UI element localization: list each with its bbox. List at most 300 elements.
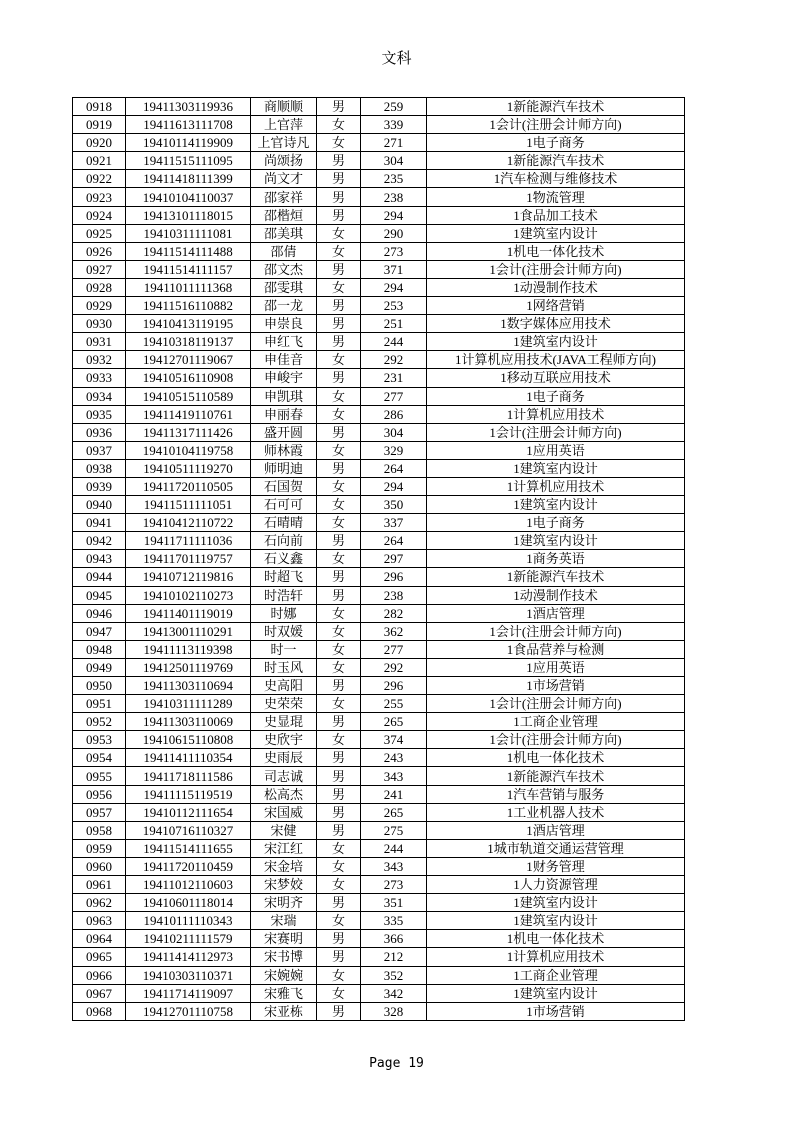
seq-cell: 0967: [73, 984, 126, 1002]
name-cell: 时双媛: [251, 622, 317, 640]
table-row: [73, 351, 685, 369]
name-cell: 邵家祥: [251, 188, 317, 206]
table-row: [73, 803, 685, 821]
gender-cell: 女: [317, 387, 361, 405]
exam-id-cell: 19411711111036: [126, 532, 251, 550]
name-cell: 尚文才: [251, 170, 317, 188]
gender-cell: 男: [317, 894, 361, 912]
table-row: [73, 568, 685, 586]
name-cell: 史荣荣: [251, 695, 317, 713]
table-row: [73, 695, 685, 713]
name-cell: 时一: [251, 640, 317, 658]
major-cell: 1新能源汽车技术: [427, 767, 685, 785]
name-cell: 宋书博: [251, 948, 317, 966]
gender-cell: 男: [317, 767, 361, 785]
table-row: [73, 116, 685, 134]
major-cell: 1电子商务: [427, 514, 685, 532]
seq-cell: 0923: [73, 188, 126, 206]
major-cell: 1电子商务: [427, 387, 685, 405]
exam-id-cell: 19411720110505: [126, 477, 251, 495]
table-row: [73, 622, 685, 640]
gender-cell: 女: [317, 116, 361, 134]
table-row: [73, 532, 685, 550]
score-cell: 328: [361, 1002, 427, 1020]
exam-id-cell: 19410112111654: [126, 803, 251, 821]
score-cell: 304: [361, 152, 427, 170]
name-cell: 邵美琪: [251, 224, 317, 242]
major-cell: 1建筑室内设计: [427, 224, 685, 242]
table-row: [73, 98, 685, 116]
major-cell: 1建筑室内设计: [427, 912, 685, 930]
name-cell: 邵倩: [251, 242, 317, 260]
score-cell: 253: [361, 297, 427, 315]
major-cell: 1商务英语: [427, 550, 685, 568]
exam-id-cell: 19410114119909: [126, 134, 251, 152]
table-row: [73, 315, 685, 333]
name-cell: 上官萍: [251, 116, 317, 134]
table-row: [73, 984, 685, 1002]
major-cell: 1会计(注册会计师方向): [427, 622, 685, 640]
name-cell: 司志诚: [251, 767, 317, 785]
score-cell: 304: [361, 423, 427, 441]
exam-id-cell: 19411514111655: [126, 839, 251, 857]
score-cell: 366: [361, 930, 427, 948]
gender-cell: 男: [317, 1002, 361, 1020]
gender-cell: 男: [317, 98, 361, 116]
gender-cell: 男: [317, 297, 361, 315]
table-row: [73, 496, 685, 514]
score-cell: 362: [361, 622, 427, 640]
score-cell: 275: [361, 821, 427, 839]
score-cell: 337: [361, 514, 427, 532]
exam-id-cell: 19412501119769: [126, 658, 251, 676]
seq-cell: 0956: [73, 785, 126, 803]
score-cell: 335: [361, 912, 427, 930]
table-row: [73, 459, 685, 477]
table-row: [73, 333, 685, 351]
name-cell: 申峻宇: [251, 369, 317, 387]
exam-id-cell: 19410615110808: [126, 731, 251, 749]
name-cell: 师明迪: [251, 459, 317, 477]
table-row: [73, 821, 685, 839]
major-cell: 1市场营销: [427, 1002, 685, 1020]
seq-cell: 0936: [73, 423, 126, 441]
exam-id-cell: 19410303110371: [126, 966, 251, 984]
seq-cell: 0929: [73, 297, 126, 315]
seq-cell: 0958: [73, 821, 126, 839]
table-row: [73, 912, 685, 930]
name-cell: 时超飞: [251, 568, 317, 586]
score-cell: 238: [361, 188, 427, 206]
seq-cell: 0959: [73, 839, 126, 857]
seq-cell: 0935: [73, 405, 126, 423]
score-cell: 282: [361, 604, 427, 622]
major-cell: 1工商企业管理: [427, 713, 685, 731]
seq-cell: 0951: [73, 695, 126, 713]
score-cell: 251: [361, 315, 427, 333]
score-cell: 235: [361, 170, 427, 188]
seq-cell: 0920: [73, 134, 126, 152]
gender-cell: 女: [317, 278, 361, 296]
name-cell: 宋国威: [251, 803, 317, 821]
seq-cell: 0957: [73, 803, 126, 821]
major-cell: 1市场营销: [427, 677, 685, 695]
gender-cell: 女: [317, 441, 361, 459]
score-cell: 277: [361, 640, 427, 658]
exam-id-cell: 19410601118014: [126, 894, 251, 912]
exam-id-cell: 19410515110589: [126, 387, 251, 405]
gender-cell: 女: [317, 224, 361, 242]
name-cell: 时娜: [251, 604, 317, 622]
exam-id-cell: 19411720110459: [126, 857, 251, 875]
table-row: [73, 477, 685, 495]
gender-cell: 男: [317, 749, 361, 767]
score-cell: 343: [361, 857, 427, 875]
gender-cell: 女: [317, 351, 361, 369]
gender-cell: 女: [317, 405, 361, 423]
major-cell: 1机电一体化技术: [427, 242, 685, 260]
student-table: [72, 97, 685, 1021]
score-cell: 296: [361, 677, 427, 695]
major-cell: 1食品营养与检测: [427, 640, 685, 658]
seq-cell: 0968: [73, 1002, 126, 1020]
major-cell: 1机电一体化技术: [427, 930, 685, 948]
name-cell: 宋瑞: [251, 912, 317, 930]
seq-cell: 0948: [73, 640, 126, 658]
score-cell: 277: [361, 387, 427, 405]
seq-cell: 0960: [73, 857, 126, 875]
seq-cell: 0963: [73, 912, 126, 930]
name-cell: 宋金培: [251, 857, 317, 875]
page-number: Page 19: [369, 1056, 424, 1071]
gender-cell: 男: [317, 170, 361, 188]
seq-cell: 0918: [73, 98, 126, 116]
seq-cell: 0925: [73, 224, 126, 242]
seq-cell: 0955: [73, 767, 126, 785]
seq-cell: 0931: [73, 333, 126, 351]
major-cell: 1计算机应用技术: [427, 405, 685, 423]
exam-id-cell: 19410413119195: [126, 315, 251, 333]
gender-cell: 男: [317, 586, 361, 604]
gender-cell: 男: [317, 821, 361, 839]
major-cell: 1城市轨道交通运营管理: [427, 839, 685, 857]
gender-cell: 女: [317, 839, 361, 857]
score-cell: 265: [361, 803, 427, 821]
exam-id-cell: 19411303110694: [126, 677, 251, 695]
score-cell: 351: [361, 894, 427, 912]
major-cell: 1计算机应用技术: [427, 477, 685, 495]
score-cell: 350: [361, 496, 427, 514]
table-row: [73, 966, 685, 984]
table-row: [73, 260, 685, 278]
major-cell: 1会计(注册会计师方向): [427, 695, 685, 713]
exam-id-cell: 19411303110069: [126, 713, 251, 731]
seq-cell: 0943: [73, 550, 126, 568]
name-cell: 宋婉婉: [251, 966, 317, 984]
gender-cell: 男: [317, 568, 361, 586]
gender-cell: 男: [317, 803, 361, 821]
score-cell: 231: [361, 369, 427, 387]
table-row: [73, 134, 685, 152]
name-cell: 石晴晴: [251, 514, 317, 532]
gender-cell: 男: [317, 423, 361, 441]
exam-id-cell: 19410516110908: [126, 369, 251, 387]
exam-id-cell: 19413001110291: [126, 622, 251, 640]
gender-cell: 男: [317, 188, 361, 206]
exam-id-cell: 19411418111399: [126, 170, 251, 188]
table-row: [73, 857, 685, 875]
exam-id-cell: 19410104119758: [126, 441, 251, 459]
name-cell: 宋健: [251, 821, 317, 839]
exam-id-cell: 19411317111426: [126, 423, 251, 441]
gender-cell: 女: [317, 550, 361, 568]
score-cell: 286: [361, 405, 427, 423]
seq-cell: 0949: [73, 658, 126, 676]
major-cell: 1物流管理: [427, 188, 685, 206]
table-row: [73, 894, 685, 912]
score-cell: 271: [361, 134, 427, 152]
seq-cell: 0945: [73, 586, 126, 604]
name-cell: 史高阳: [251, 677, 317, 695]
score-cell: 374: [361, 731, 427, 749]
major-cell: 1电子商务: [427, 134, 685, 152]
gender-cell: 女: [317, 876, 361, 894]
table-row: [73, 278, 685, 296]
name-cell: 史欣宇: [251, 731, 317, 749]
exam-id-cell: 19410104110037: [126, 188, 251, 206]
exam-id-cell: 19410511119270: [126, 459, 251, 477]
exam-id-cell: 19411714119097: [126, 984, 251, 1002]
table-row: [73, 188, 685, 206]
score-cell: 297: [361, 550, 427, 568]
exam-id-cell: 19411613111708: [126, 116, 251, 134]
major-cell: 1计算机应用技术: [427, 948, 685, 966]
table-body: [73, 98, 685, 1021]
gender-cell: 男: [317, 369, 361, 387]
major-cell: 1机电一体化技术: [427, 749, 685, 767]
table-row: [73, 785, 685, 803]
major-cell: 1建筑室内设计: [427, 894, 685, 912]
table-row: [73, 930, 685, 948]
seq-cell: 0942: [73, 532, 126, 550]
page-title: 文科: [381, 49, 412, 67]
score-cell: 292: [361, 658, 427, 676]
major-cell: 1会计(注册会计师方向): [427, 423, 685, 441]
table-row: [73, 876, 685, 894]
major-cell: 1建筑室内设计: [427, 333, 685, 351]
gender-cell: 女: [317, 496, 361, 514]
table-row: [73, 405, 685, 423]
gender-cell: 女: [317, 984, 361, 1002]
gender-cell: 女: [317, 731, 361, 749]
gender-cell: 男: [317, 206, 361, 224]
score-cell: 294: [361, 206, 427, 224]
seq-cell: 0928: [73, 278, 126, 296]
seq-cell: 0941: [73, 514, 126, 532]
major-cell: 1移动互联应用技术: [427, 369, 685, 387]
gender-cell: 女: [317, 912, 361, 930]
exam-id-cell: 19410102110273: [126, 586, 251, 604]
exam-id-cell: 19413101118015: [126, 206, 251, 224]
table-row: [73, 1002, 685, 1020]
gender-cell: 男: [317, 333, 361, 351]
name-cell: 宋江红: [251, 839, 317, 857]
major-cell: 1网络营销: [427, 297, 685, 315]
seq-cell: 0953: [73, 731, 126, 749]
exam-id-cell: 19411701119757: [126, 550, 251, 568]
exam-id-cell: 19410712119816: [126, 568, 251, 586]
table-row: [73, 297, 685, 315]
name-cell: 时浩轩: [251, 586, 317, 604]
exam-id-cell: 19411411110354: [126, 749, 251, 767]
major-cell: 1新能源汽车技术: [427, 152, 685, 170]
score-cell: 290: [361, 224, 427, 242]
name-cell: 史显琨: [251, 713, 317, 731]
score-cell: 238: [361, 586, 427, 604]
major-cell: 1建筑室内设计: [427, 459, 685, 477]
major-cell: 1新能源汽车技术: [427, 568, 685, 586]
name-cell: 申崇良: [251, 315, 317, 333]
seq-cell: 0922: [73, 170, 126, 188]
score-cell: 243: [361, 749, 427, 767]
gender-cell: 男: [317, 948, 361, 966]
gender-cell: 男: [317, 930, 361, 948]
name-cell: 师林霞: [251, 441, 317, 459]
exam-id-cell: 19411115119519: [126, 785, 251, 803]
gender-cell: 男: [317, 315, 361, 333]
score-cell: 264: [361, 459, 427, 477]
exam-id-cell: 19411516110882: [126, 297, 251, 315]
score-cell: 296: [361, 568, 427, 586]
table-row: [73, 948, 685, 966]
exam-id-cell: 19410311111081: [126, 224, 251, 242]
gender-cell: 女: [317, 134, 361, 152]
name-cell: 石义鑫: [251, 550, 317, 568]
gender-cell: 女: [317, 695, 361, 713]
major-cell: 1酒店管理: [427, 821, 685, 839]
table-row: [73, 586, 685, 604]
gender-cell: 男: [317, 152, 361, 170]
seq-cell: 0930: [73, 315, 126, 333]
exam-id-cell: 19411401119019: [126, 604, 251, 622]
score-cell: 265: [361, 713, 427, 731]
score-cell: 273: [361, 242, 427, 260]
major-cell: 1计算机应用技术(JAVA工程师方向): [427, 351, 685, 369]
exam-id-cell: 19411414112973: [126, 948, 251, 966]
major-cell: 1建筑室内设计: [427, 496, 685, 514]
exam-id-cell: 19411113119398: [126, 640, 251, 658]
exam-id-cell: 19412701119067: [126, 351, 251, 369]
name-cell: 宋亚栋: [251, 1002, 317, 1020]
gender-cell: 女: [317, 966, 361, 984]
score-cell: 212: [361, 948, 427, 966]
seq-cell: 0961: [73, 876, 126, 894]
major-cell: 1建筑室内设计: [427, 532, 685, 550]
seq-cell: 0934: [73, 387, 126, 405]
exam-id-cell: 19410318119137: [126, 333, 251, 351]
gender-cell: 男: [317, 785, 361, 803]
major-cell: 1应用英语: [427, 658, 685, 676]
score-cell: 292: [361, 351, 427, 369]
major-cell: 1工业机器人技术: [427, 803, 685, 821]
gender-cell: 女: [317, 477, 361, 495]
major-cell: 1会计(注册会计师方向): [427, 260, 685, 278]
table-row: [73, 242, 685, 260]
score-cell: 273: [361, 876, 427, 894]
name-cell: 商顺顺: [251, 98, 317, 116]
name-cell: 申凯琪: [251, 387, 317, 405]
gender-cell: 女: [317, 640, 361, 658]
name-cell: 宋明齐: [251, 894, 317, 912]
gender-cell: 男: [317, 459, 361, 477]
table-row: [73, 767, 685, 785]
name-cell: 上官诗凡: [251, 134, 317, 152]
exam-id-cell: 19411419110761: [126, 405, 251, 423]
major-cell: 1应用英语: [427, 441, 685, 459]
major-cell: 1财务管理: [427, 857, 685, 875]
table-row: [73, 206, 685, 224]
score-cell: 255: [361, 695, 427, 713]
table-row: [73, 749, 685, 767]
exam-id-cell: 19412701110758: [126, 1002, 251, 1020]
seq-cell: 0933: [73, 369, 126, 387]
seq-cell: 0919: [73, 116, 126, 134]
gender-cell: 男: [317, 677, 361, 695]
score-cell: 259: [361, 98, 427, 116]
table-row: [73, 387, 685, 405]
score-cell: 342: [361, 984, 427, 1002]
table-row: [73, 677, 685, 695]
exam-id-cell: 19411514111488: [126, 242, 251, 260]
exam-id-cell: 19411514111157: [126, 260, 251, 278]
gender-cell: 女: [317, 514, 361, 532]
seq-cell: 0927: [73, 260, 126, 278]
gender-cell: 女: [317, 658, 361, 676]
exam-id-cell: 19411515111095: [126, 152, 251, 170]
gender-cell: 女: [317, 604, 361, 622]
score-cell: 343: [361, 767, 427, 785]
table-row: [73, 369, 685, 387]
seq-cell: 0950: [73, 677, 126, 695]
score-cell: 352: [361, 966, 427, 984]
gender-cell: 男: [317, 260, 361, 278]
name-cell: 申丽春: [251, 405, 317, 423]
exam-id-cell: 19410412110722: [126, 514, 251, 532]
exam-id-cell: 19410111110343: [126, 912, 251, 930]
table-row: [73, 640, 685, 658]
major-cell: 1人力资源管理: [427, 876, 685, 894]
name-cell: 宋雅飞: [251, 984, 317, 1002]
gender-cell: 女: [317, 857, 361, 875]
table-row: [73, 423, 685, 441]
seq-cell: 0926: [73, 242, 126, 260]
name-cell: 邵雯琪: [251, 278, 317, 296]
name-cell: 石向前: [251, 532, 317, 550]
name-cell: 邵一龙: [251, 297, 317, 315]
seq-cell: 0962: [73, 894, 126, 912]
name-cell: 盛开圆: [251, 423, 317, 441]
table-row: [73, 658, 685, 676]
exam-id-cell: 19410716110327: [126, 821, 251, 839]
major-cell: 1动漫制作技术: [427, 278, 685, 296]
seq-cell: 0964: [73, 930, 126, 948]
major-cell: 1数字媒体应用技术: [427, 315, 685, 333]
major-cell: 1汽车检测与维修技术: [427, 170, 685, 188]
table-row: [73, 224, 685, 242]
name-cell: 宋赛明: [251, 930, 317, 948]
name-cell: 史雨辰: [251, 749, 317, 767]
seq-cell: 0937: [73, 441, 126, 459]
